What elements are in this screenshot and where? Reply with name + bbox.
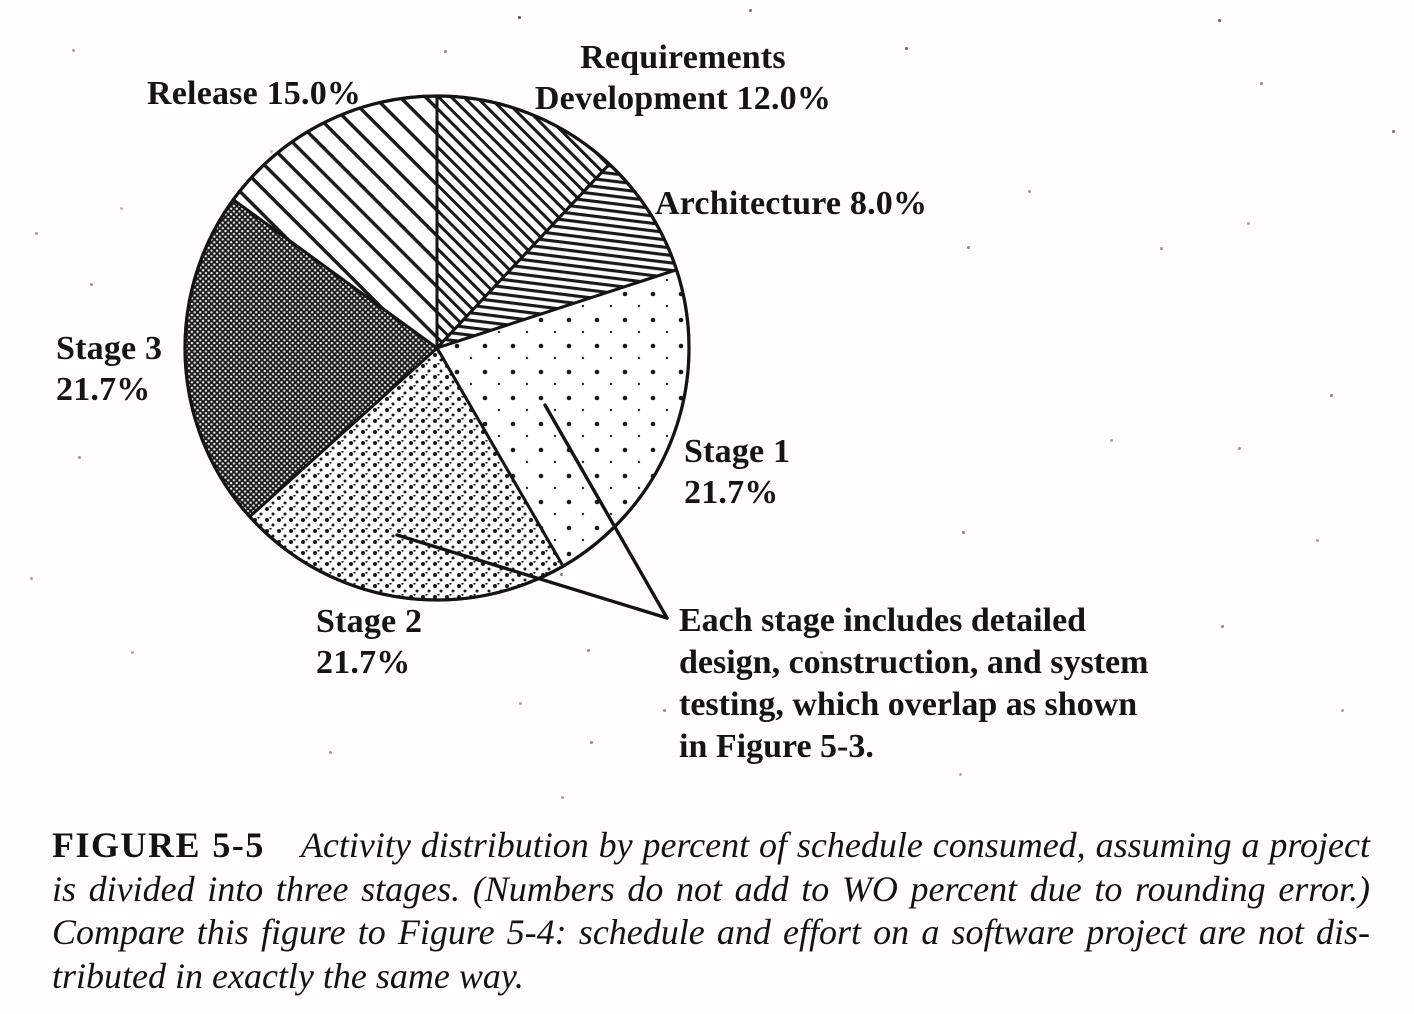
scan-noise-specks bbox=[0, 0, 3, 3]
annotation-each-stage bbox=[679, 600, 1259, 768]
annotation-line: in Figure 5-3. bbox=[679, 728, 874, 765]
label-stage2 bbox=[316, 601, 422, 683]
figure-number-label: FIGURE 5-5 bbox=[52, 825, 265, 865]
caption-line-1 bbox=[52, 824, 1370, 868]
figure-caption bbox=[52, 824, 1370, 998]
label-stage1-value: 21.7% bbox=[684, 474, 779, 511]
label-requirements-line1: Requirements bbox=[580, 39, 786, 76]
label-stage1 bbox=[684, 431, 790, 513]
label-stage2-value: 21.7% bbox=[316, 644, 411, 681]
label-release: Release 15.0% bbox=[147, 75, 362, 112]
label-stage3-value: 21.7% bbox=[56, 371, 151, 408]
caption-line-2: is divided into three stages. (Numbers do not add to WO percent due to rounding error.) bbox=[52, 868, 1370, 909]
label-stage2-name: Stage 2 bbox=[316, 603, 423, 640]
label-stage3-name: Stage 3 bbox=[56, 330, 163, 367]
caption-text-1: Activity distribution by percent of schedule consumed, assuming a project bbox=[300, 825, 1370, 865]
annotation-line: testing, which overlap as shown bbox=[679, 686, 1138, 723]
annotation-line: Each stage includes detailed bbox=[679, 602, 1087, 639]
label-architecture: Architecture 8.0% bbox=[655, 185, 928, 222]
caption-line-4: tributed in exactly the same way. bbox=[52, 955, 524, 996]
label-stage3 bbox=[56, 328, 162, 410]
label-requirements-development bbox=[503, 37, 863, 119]
label-requirements-line2: Development 12.0% bbox=[534, 80, 832, 117]
annotation-line: design, construction, and system bbox=[679, 644, 1149, 681]
label-stage1-name: Stage 1 bbox=[684, 433, 791, 470]
caption-line-3: Compare this figure to Figure 5-4: schedule and effort on a software project are not dis- bbox=[52, 912, 1370, 952]
